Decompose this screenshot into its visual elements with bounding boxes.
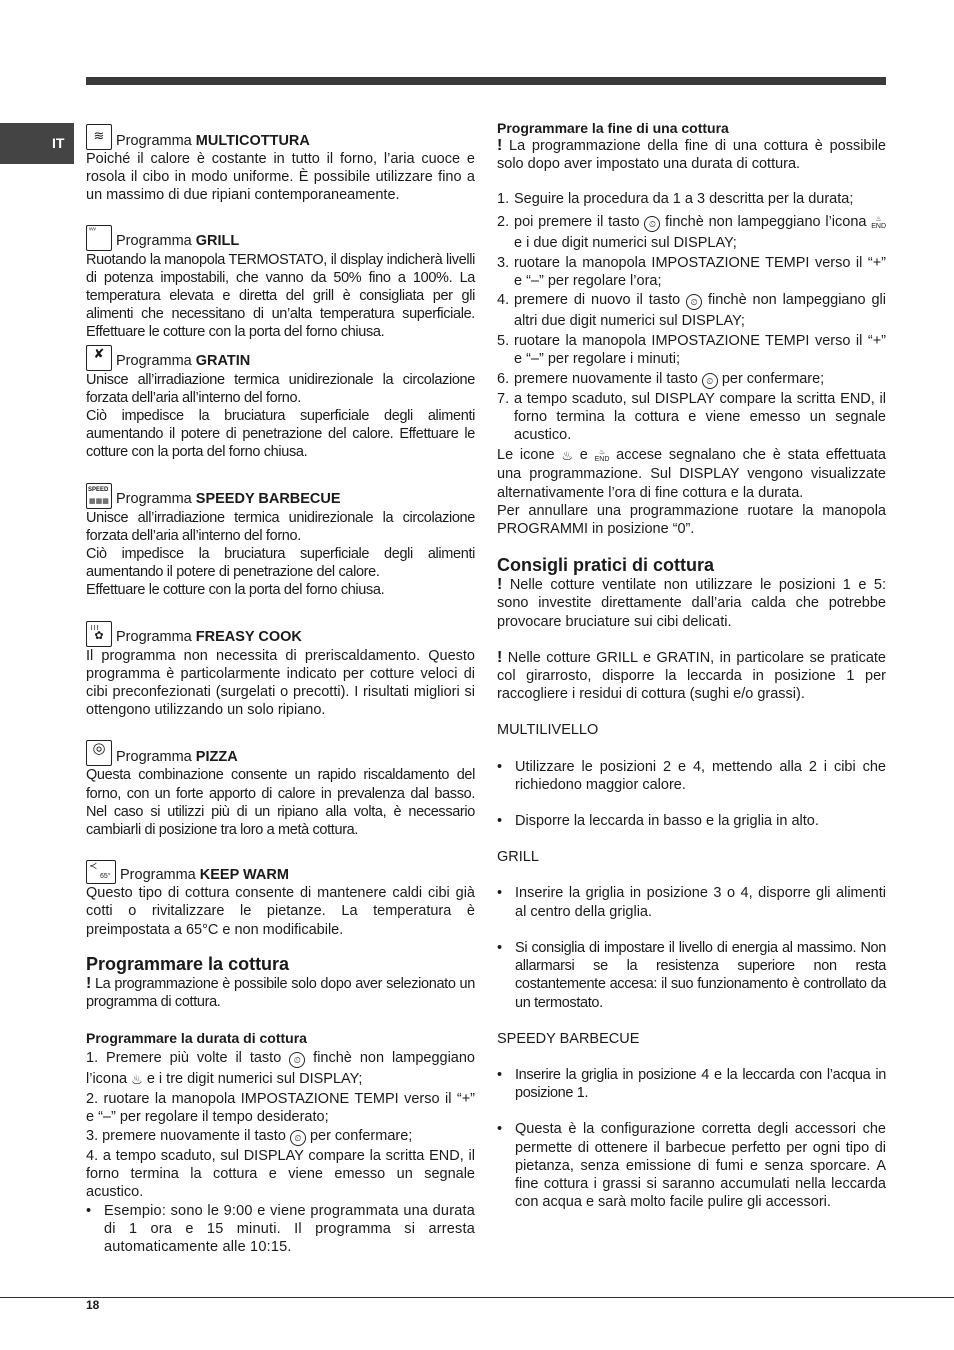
program-grill bbox=[86, 225, 475, 342]
program-pizza bbox=[86, 740, 475, 839]
consiglio-1 bbox=[497, 576, 886, 631]
note-text: accese segnalano che è stata effettuata una programmazione. Sul DISPLAY vengono visualizzate alternativamente l’ora di fine cottura e la durata. bbox=[497, 447, 886, 501]
step-number: 2. bbox=[497, 213, 510, 230]
program-name: GRATIN bbox=[195, 353, 251, 370]
keep-warm-icon-label: 65° bbox=[100, 873, 111, 881]
fine-step-2 bbox=[497, 212, 886, 254]
subheading-durata: Programmare la durata di cottura bbox=[86, 1030, 307, 1047]
fine-step-3 bbox=[497, 254, 886, 290]
right-column bbox=[497, 119, 886, 1211]
end-icon: ♨ END bbox=[594, 449, 610, 464]
program-gratin bbox=[86, 345, 475, 462]
durata-step-1 bbox=[86, 1048, 475, 1090]
language-label: IT bbox=[52, 135, 65, 151]
speedy-bullet-1 bbox=[497, 1066, 886, 1102]
grill-bullet-2 bbox=[497, 939, 886, 1012]
fine-step-5 bbox=[497, 332, 886, 368]
note-text: Nelle cotture GRILL e GRATIN, in particolare se praticate col girarrosto, disporre la leccarda in posizione 1 per raccogliere i residui di cottura (sughi e/o grassi). bbox=[497, 649, 886, 703]
bullet: • bbox=[497, 939, 503, 956]
program-name: MULTICOTTURA bbox=[195, 132, 310, 149]
grill-bullet-1 bbox=[497, 884, 886, 920]
timer-icon: ⏲ bbox=[289, 1052, 305, 1068]
language-tab bbox=[0, 123, 74, 164]
step-text: per confermare; bbox=[717, 370, 825, 387]
example-text: Esempio: sono le 9:00 e viene programmata una durata di 1 ora e 15 minuti. Il programma si arresta automaticamente alle 10:15. bbox=[104, 1202, 475, 1255]
warning-mark: ! bbox=[497, 137, 503, 155]
durata-step-3 bbox=[86, 1126, 475, 1147]
multi-bullet-2 bbox=[497, 812, 886, 830]
bullet-text: Utilizzare le posizioni 2 e 4, mettendo alla 2 i cibi che richiedono maggior calore. bbox=[515, 758, 886, 793]
step-text: per confermare; bbox=[305, 1127, 413, 1144]
step-text: Seguire la procedura da 1 a 3 descritta per la durata; bbox=[514, 190, 854, 207]
programmare-note bbox=[86, 975, 475, 1011]
bullet: • bbox=[497, 813, 503, 830]
label-speedy-barbecue: SPEEDY BARBECUE bbox=[497, 1030, 640, 1047]
bullet-text: Inserire la griglia in posizione 4 e la leccarda con l’acqua in posizione 1. bbox=[515, 1066, 886, 1102]
cooking-pot-icon: ♨ bbox=[561, 448, 573, 464]
program-description: Ruotando la manopola TERMOSTATO, il display indicherà livelli di potenza impostabili, che vanno da 50% fino a 100%. La temperatura elevata e diretta del grill è consigliata per gli alimenti che necessitano di un’alta temperatura superficiale. Effettuare le cotture con la porta del forno chiusa. bbox=[86, 251, 475, 341]
speedy-barbecue-icon: SPEED ▦▦▦ bbox=[86, 483, 112, 509]
program-description: Il programma non necessita di preriscaldamento. Questo programma è particolarmente indicato per cotture veloci di cibi preconfezionati (surgelati o precotti). I risultati migliori si ottengono utilizzando un solo ripiano. bbox=[86, 647, 475, 719]
fine-step-1 bbox=[497, 190, 886, 208]
annulla-note: Per annullare una programmazione ruotare la manopola PROGRAMMI in posizione “0”. bbox=[497, 502, 886, 538]
label-grill: GRILL bbox=[497, 849, 539, 866]
step-text: finchè non lampeggiano gli altri due digit numerici sul DISPLAY; bbox=[514, 292, 887, 330]
step-number: 1. bbox=[497, 190, 510, 207]
step-number: 6. bbox=[497, 370, 510, 387]
keep-warm-icon: ≺ 65° bbox=[86, 860, 116, 884]
fine-note bbox=[497, 137, 886, 173]
grill-icon: ᵛᵛᵛ bbox=[86, 225, 112, 251]
step-number: 4. bbox=[497, 292, 510, 309]
program-prefix: Programma bbox=[116, 749, 192, 766]
program-name: SPEEDY BARBECUE bbox=[195, 491, 341, 508]
left-column bbox=[86, 121, 475, 1256]
durata-step-4: 4. a tempo scaduto, sul DISPLAY compare la scritta END, il forno termina la cottura e viene emesso un segnale acustico. bbox=[86, 1147, 475, 1201]
timer-icon: ⏲ bbox=[290, 1130, 306, 1146]
label-multilivello: MULTILIVELLO bbox=[497, 722, 599, 739]
bullet: • bbox=[497, 1121, 503, 1138]
program-speedy-barbecue bbox=[86, 483, 475, 600]
subheading-fine-cottura: Programmare la fine di una cottura bbox=[497, 120, 729, 136]
step-text: e i tre digit numerici sul DISPLAY; bbox=[142, 1070, 363, 1087]
program-keep-warm bbox=[86, 860, 475, 939]
program-prefix: Programma bbox=[116, 491, 192, 508]
icons-note bbox=[497, 446, 886, 502]
step-number: 7. bbox=[497, 390, 510, 407]
step-number: 3. bbox=[497, 254, 510, 271]
program-name: PIZZA bbox=[195, 749, 238, 766]
program-description: Ciò impedisce la bruciatura superficiale degli alimenti aumentando il potere di penetrazione del calore. Effettuare le cotture con la porta del forno chiusa. bbox=[86, 408, 475, 461]
consiglio-2 bbox=[497, 649, 886, 704]
durata-example bbox=[86, 1202, 475, 1257]
note-text: Le icone bbox=[497, 447, 562, 464]
step-text: premere nuovamente il tasto bbox=[514, 370, 702, 387]
header-bar bbox=[86, 77, 886, 85]
bullet: • bbox=[497, 885, 503, 902]
footer-line bbox=[0, 1297, 954, 1298]
section-heading-programmare: Programmare la cottura bbox=[86, 953, 290, 974]
warning-mark: ! bbox=[497, 648, 503, 666]
program-freasy-cook bbox=[86, 621, 475, 720]
program-name: GRILL bbox=[195, 233, 240, 250]
step-text: finchè non lampeggiano l’icona bbox=[86, 1049, 475, 1087]
bullet: • bbox=[497, 758, 503, 775]
program-description: Poiché il calore è costante in tutto il forno, l’aria cuoce e rosola il cibo in modo uniforme. È possibile utilizzare fino a un massimo di due ripiani contemporaneamente. bbox=[86, 151, 475, 204]
multicottura-icon: ≋ bbox=[86, 124, 112, 150]
fine-step-7 bbox=[497, 390, 886, 445]
program-prefix: Programma bbox=[116, 353, 192, 370]
step-text: poi premere il tasto bbox=[514, 213, 645, 230]
pizza-icon: ◎ bbox=[86, 740, 112, 766]
bullet: • bbox=[497, 1066, 503, 1083]
note-text: Nelle cotture ventilate non utilizzare le posizioni 1 e 5: sono investite direttamente dall’aria calda che potrebbe provocare bruciature sui cibi delicati. bbox=[497, 577, 886, 630]
program-name: KEEP WARM bbox=[199, 867, 289, 884]
step-text: a tempo scaduto, sul DISPLAY compare la scritta END, il forno termina la cottura e viene emesso un segnale acustico. bbox=[514, 390, 886, 444]
program-description: Questo tipo di cottura consente di mantenere caldi cibi già cotti o rivitalizzare le pietanze. La temperatura è preimpostata a 65°C e non modificabile. bbox=[86, 885, 475, 938]
step-text: e i due digit numerici sul DISPLAY; bbox=[514, 234, 737, 251]
program-description: Unisce all’irradiazione termica unidirezionale la circolazione forzata dell’aria all’interno del forno. bbox=[86, 371, 475, 406]
step-text: 1. Premere più volte il tasto bbox=[86, 1049, 290, 1066]
cooking-pot-icon: ♨ bbox=[131, 1071, 143, 1087]
step-text: 3. premere nuovamente il tasto bbox=[86, 1127, 290, 1144]
program-description: Effettuare le cotture con la porta del forno chiusa. bbox=[86, 582, 385, 599]
freasy-cook-icon: ≀≀≀ ✿ bbox=[86, 621, 112, 647]
program-description: Questa combinazione consente un rapido riscaldamento del forno, con un forte apporto di calore in prevalenza dal basso. Nel caso si utilizzi più di un ripiano alla volta, è necessario cambiarli di posizione tra loro a metà cottura. bbox=[86, 767, 475, 839]
bullet-text: Inserire la griglia in posizione 3 o 4, disporre gli alimenti al centro della griglia. bbox=[515, 885, 886, 920]
multi-bullet-1 bbox=[497, 758, 886, 794]
program-name: FREASY COOK bbox=[195, 629, 302, 646]
bullet-text: Questa è la configurazione corretta degli accessori che permette di ottenere il barbecue perfetto per ogni tipo di pietanza, senza emissione di fumi e senza sporcare. A fine cottura i grassi si saranno accumulati nella leccarda con acqua e sarà molto facile pulire gli accessori. bbox=[515, 1121, 886, 1211]
program-prefix: Programma bbox=[120, 867, 196, 884]
step-text: ruotare la manopola IMPOSTAZIONE TEMPI verso il “+” e “–” per regolare i minuti; bbox=[514, 333, 886, 368]
end-icon: ♨ END bbox=[871, 215, 887, 230]
note-text: La programmazione della fine di una cottura è possibile solo dopo aver impostato una durata di cottura. bbox=[497, 138, 886, 173]
bullet: • bbox=[86, 1202, 92, 1219]
program-prefix: Programma bbox=[116, 132, 192, 149]
step-number: 5. bbox=[497, 333, 510, 350]
note-text: La programmazione è possibile solo dopo aver selezionato un programma di cottura. bbox=[86, 975, 475, 1011]
page-number: 18 bbox=[86, 1298, 100, 1312]
program-multicottura bbox=[86, 124, 475, 205]
step-text: ruotare la manopola IMPOSTAZIONE TEMPI verso il “+” e “–” per regolare l’ora; bbox=[514, 254, 886, 290]
step-text: premere di nuovo il tasto bbox=[514, 292, 687, 309]
note-text: e bbox=[573, 447, 595, 464]
program-prefix: Programma bbox=[116, 233, 192, 250]
step-text: finchè non lampeggiano l’icona bbox=[660, 213, 872, 230]
gratin-icon: ✘ bbox=[86, 345, 112, 371]
bullet-text: Disporre la leccarda in basso e la griglia in alto. bbox=[515, 813, 819, 830]
program-description: Ciò impedisce la bruciatura superficiale degli alimenti aumentando il potere di penetrazione del calore. bbox=[86, 546, 475, 581]
fine-step-4 bbox=[497, 290, 886, 332]
fine-step-6 bbox=[497, 369, 886, 390]
bullet-text: Si consiglia di impostare il livello di energia al massimo. Non allarmarsi se la resistenza superiore non resta costantemente accesa: il suo funzionamento è controllato da un termostato. bbox=[515, 939, 886, 1011]
warning-mark: ! bbox=[86, 974, 91, 992]
timer-icon: ⏲ bbox=[644, 216, 660, 232]
speedy-bullet-2 bbox=[497, 1120, 886, 1211]
program-prefix: Programma bbox=[116, 629, 192, 646]
durata-step-2: 2. ruotare la manopola IMPOSTAZIONE TEMPI verso il “+” e “–” per regolare il tempo desiderato; bbox=[86, 1090, 475, 1125]
program-description: Unisce all’irradiazione termica unidirezionale la circolazione forzata dell’aria all’interno del forno. bbox=[86, 509, 475, 544]
timer-icon: ⏲ bbox=[686, 294, 702, 310]
section-heading-consigli: Consigli pratici di cottura bbox=[497, 555, 715, 576]
warning-mark: ! bbox=[497, 576, 503, 594]
timer-icon: ⏲ bbox=[702, 373, 718, 389]
